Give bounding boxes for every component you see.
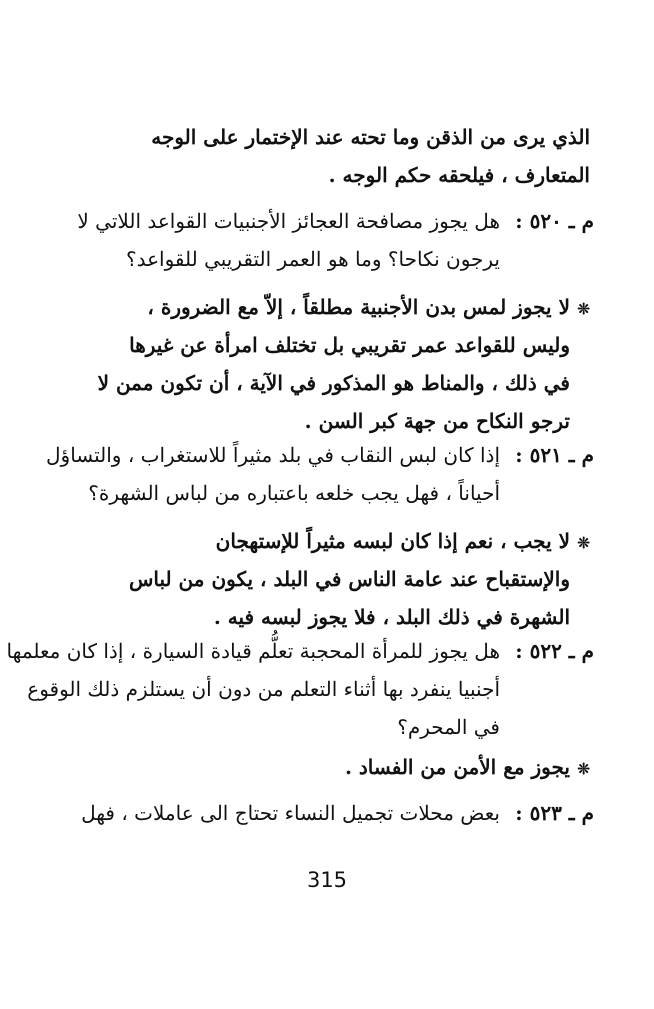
text-line: المتعارف ، فيلحقه حكم الوجه . [328,163,590,187]
star-bullet-icon: ❊ [577,300,590,318]
answer-text [60,288,590,440]
question-number: م ـ ٥٢٢ : [515,639,594,663]
text-line: لا يجب ، نعم إذا كان لبسه مثيراً للإستهجان [215,529,570,553]
text-line: هل يجوز مصافحة العجائز الأجنبيات القواعد اللاتي لا [77,209,500,233]
text-line: والإستقباح عند عامة الناس في البلد ، يكون من لباس [128,567,570,591]
question-523 [60,794,594,832]
text-line: وليس للقواعد عمر تقريبي بل تختلف امرأة عن غيرها [129,333,570,357]
text-line: أجنبيا ينفرد بها أثناء التعلم من دون أن يستلزم ذلك الوقوع [27,677,500,701]
star-bullet-icon: ❊ [577,760,590,778]
star-bullet-icon: ❊ [577,534,590,552]
question-521 [46,436,594,636]
question-520 [60,202,594,440]
page-number: 315 [306,868,348,892]
text-line: الشهرة في ذلك البلد ، فلا يجوز لبسه فيه . [213,605,570,629]
text-line: ترجو النكاح من جهة كبر السن . [304,409,570,433]
text-line: يجوز مع الأمن من الفساد . [344,755,570,779]
text-line: أحياناً ، فهل يجب خلعه باعتباره من لباس الشهرة؟ [88,481,500,505]
text-line: إذا كان لبس النقاب في بلد مثيراً للاستغراب ، والتساؤل [46,443,500,467]
question-text [6,632,594,746]
question-number: م ـ ٥٢٠ : [515,209,594,233]
question-text [60,794,594,832]
question-522 [6,632,594,786]
text-line: هل يجوز للمرأة المحجبة تعلُّم قيادة السيارة ، إذا كان معلمها [6,639,500,663]
text-line: بعض محلات تجميل النساء تحتاج الى عاملات ، فهل [81,801,500,825]
answer-text [60,748,590,786]
question-number: م ـ ٥٢٣ : [515,801,594,825]
question-text [46,436,594,512]
question-text [60,202,594,278]
question-number: م ـ ٥٢١ : [515,443,594,467]
text-line: لا يجوز لمس بدن الأجنبية مطلقاً ، إلاّ مع الضرورة ، [147,295,570,319]
answer-text [60,522,590,636]
text-line: الذي يرى من الذقن وما تحته عند الإختمار على الوجه [151,125,590,149]
intro-paragraph [60,118,590,194]
text-line: في ذلك ، والمناط هو المذكور في الآية ، أن تكون ممن لا [97,371,570,395]
text-line: يرجون نكاحا؟ وما هو العمر التقريبي للقواعد؟ [125,247,500,271]
text-line: في المحرم؟ [397,715,500,739]
